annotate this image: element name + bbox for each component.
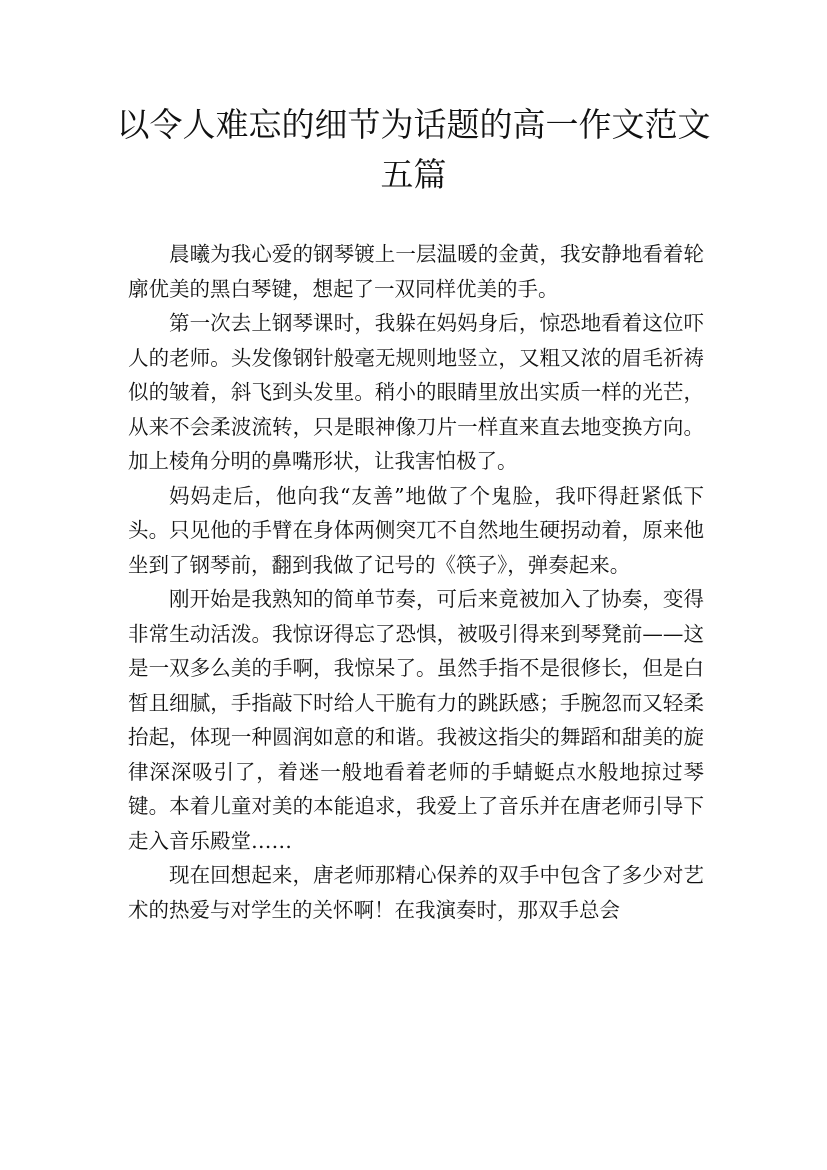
document-body xyxy=(128,237,704,927)
paragraph: 现在回想起来，唐老师那精心保养的双手中包含了多少对艺术的热爱与对学生的关怀啊！在我演奏时，那双手总会 xyxy=(128,863,704,922)
paragraph: 第一次去上钢琴课时，我躲在妈妈身后，惊恐地看着这位吓人的老师。头发像钢针般毫无规则地竖立，又粗又浓的眉毛祈祷似的皱着，斜飞到头发里。稍小的眼睛里放出实质一样的光芒，从来不会柔波流转，只是眼神像刀片一样直来直去地变换方向。加上棱角分明的鼻嘴形状，让我害怕极了。 xyxy=(128,311,704,473)
paragraph: 晨曦为我心爱的钢琴镀上一层温暖的金黄，我安静地看着轮廓优美的黑白琴键，想起了一双同样优美的手。 xyxy=(128,242,704,301)
paragraph: 妈妈走后，他向我“友善”地做了个鬼脸，我吓得赶紧低下头。只见他的手臂在身体两侧突兀不自然地生硬拐动着，原来他坐到了钢琴前，翻到我做了记号的《筷子》，弹奏起来。 xyxy=(128,483,704,577)
paragraph: 刚开始是我熟知的简单节奏，可后来竟被加入了协奏，变得非常生动活泼。我惊讶得忘了恐惧，被吸引得来到琴凳前——这是一双多么美的手啊，我惊呆了。虽然手指不是很修长，但是白皙且细腻，手指敲下时给人干脆有力的跳跃感；手腕忽而又轻柔抬起，体现一种圆润如意的和谐。我被这指尖的舞蹈和甜美的旋律深深吸引了，着迷一般地看着老师的手蜻蜓点水般地掠过琴键。本着儿童对美的本能追求，我爱上了音乐并在唐老师引导下走入音乐殿堂…… xyxy=(128,587,704,853)
title-line-2: 五篇 xyxy=(380,155,447,194)
document-title xyxy=(100,100,727,200)
title-line-1: 以令人难忘的细节为话题的高一作文范文 xyxy=(116,105,711,144)
